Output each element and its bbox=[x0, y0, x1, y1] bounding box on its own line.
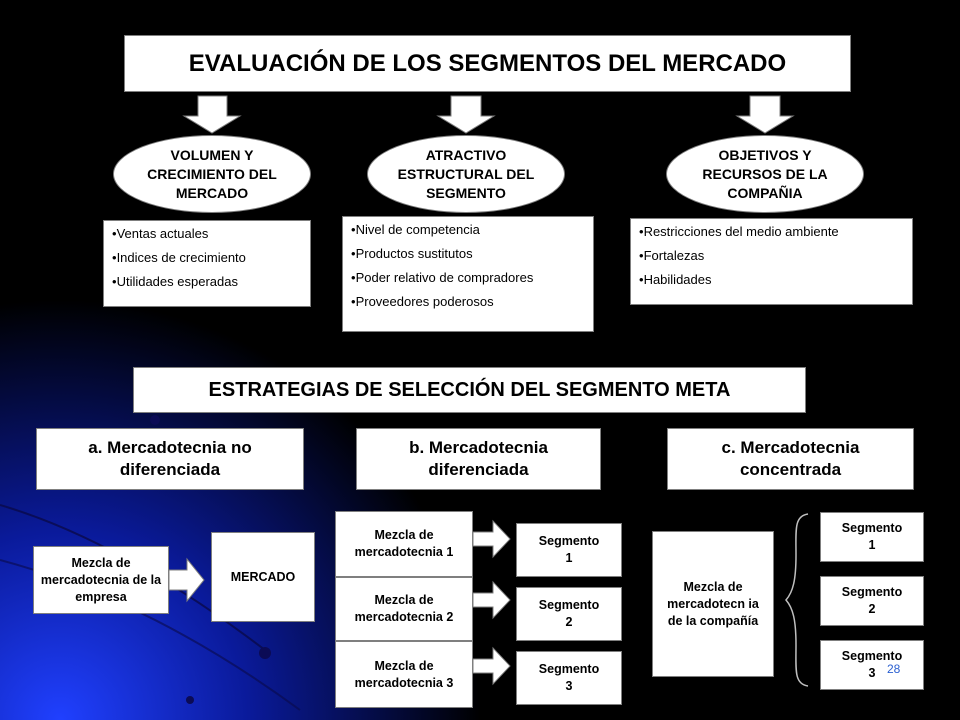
strategy-concentrated: c. Mercadotecnia concentrada bbox=[667, 428, 914, 490]
segment-box-1: Segmento 1 bbox=[516, 523, 622, 577]
list-item: • Habilidades bbox=[639, 272, 912, 287]
company-mix-box: Mezcla de mercadotecnia de la empresa bbox=[33, 546, 169, 614]
list-item: • Indices de crecimiento bbox=[112, 250, 310, 265]
list-item: • Proveedores poderosos bbox=[351, 294, 593, 309]
segment-box-2: Segmento 2 bbox=[516, 587, 622, 641]
list-item: • Ventas actuales bbox=[112, 226, 310, 241]
criterion-attractiveness-list bbox=[342, 216, 594, 332]
list-item: • Nivel de competencia bbox=[351, 222, 593, 237]
segment-box-3: Segmento 3 bbox=[516, 651, 622, 705]
criterion-volume-list bbox=[103, 220, 311, 307]
list-item: • Productos sustitutos bbox=[351, 246, 593, 261]
market-box: MERCADO bbox=[211, 532, 315, 622]
concentrated-segment-2: Segmento 2 bbox=[820, 576, 924, 626]
mix-box-2: Mezcla de mercadotecnia 2 bbox=[335, 577, 473, 641]
concentrated-segment-3: Segmento 3 bbox=[820, 640, 924, 690]
criterion-objectives-ellipse: OBJETIVOS Y RECURSOS DE LA COMPAÑIA bbox=[666, 135, 864, 213]
mix-box-1: Mezcla de mercadotecnia 1 bbox=[335, 511, 473, 577]
strategies-title: ESTRATEGIAS DE SELECCIÓN DEL SEGMENTO META bbox=[133, 367, 806, 413]
company-mix-concentrated-box: Mezcla de mercadotecn ia de la compañía bbox=[652, 531, 774, 677]
list-item: • Utilidades esperadas bbox=[112, 274, 310, 289]
criterion-volume-ellipse: VOLUMEN Y CRECIMIENTO DEL MERCADO bbox=[113, 135, 311, 213]
page-number: 28 bbox=[887, 662, 901, 676]
strategy-differentiated: b. Mercadotecnia diferenciada bbox=[356, 428, 601, 490]
list-item: • Fortalezas bbox=[639, 248, 912, 263]
criterion-objectives-list bbox=[630, 218, 913, 305]
strategy-undifferentiated: a. Mercadotecnia no diferenciada bbox=[36, 428, 304, 490]
criterion-attractiveness-ellipse: ATRACTIVO ESTRUCTURAL DEL SEGMENTO bbox=[367, 135, 565, 213]
mix-box-3: Mezcla de mercadotecnia 3 bbox=[335, 641, 473, 708]
page-title: EVALUACIÓN DE LOS SEGMENTOS DEL MERCADO bbox=[124, 35, 851, 92]
list-item: • Poder relativo de compradores bbox=[351, 270, 593, 285]
concentrated-segment-1: Segmento 1 bbox=[820, 512, 924, 562]
list-item: • Restricciones del medio ambiente bbox=[639, 224, 912, 239]
